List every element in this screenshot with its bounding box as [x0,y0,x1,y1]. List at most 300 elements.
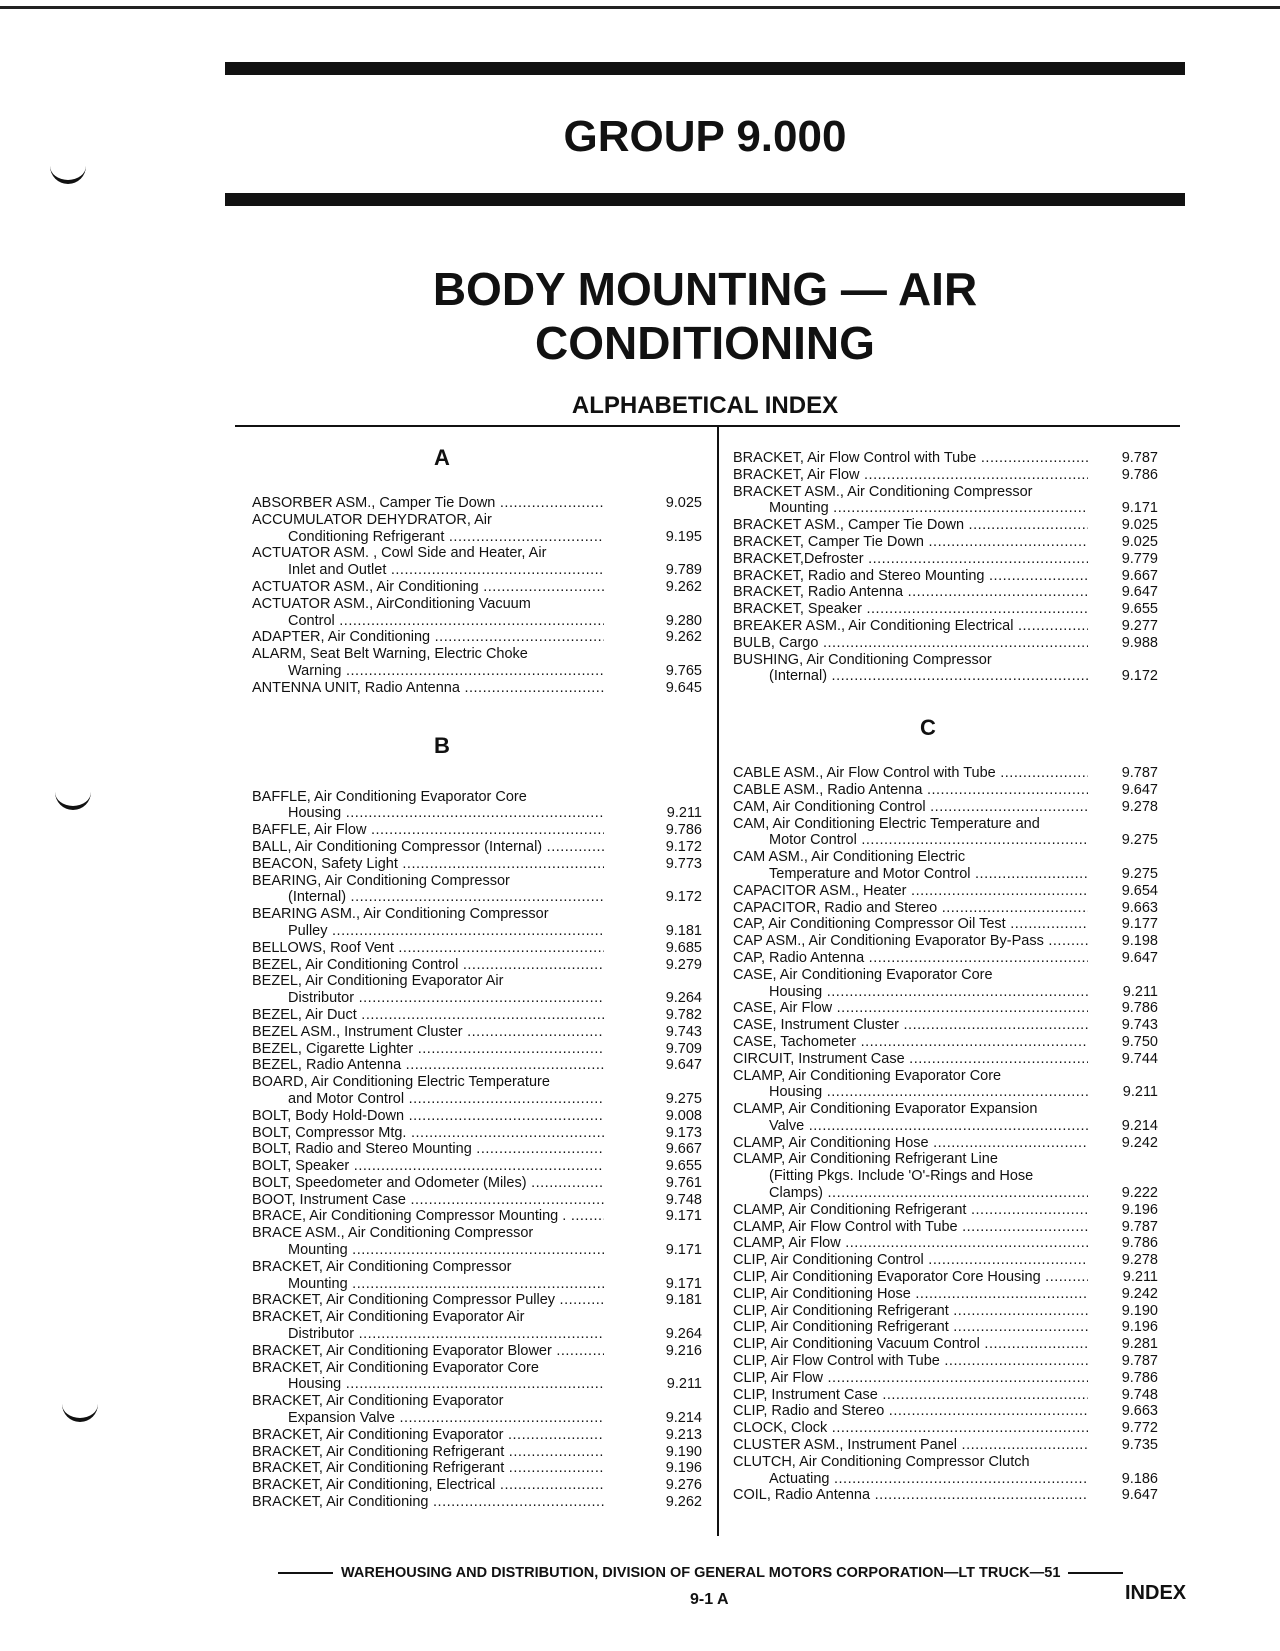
entry-text: BEARING ASM., Air Conditioning Compressor [252,906,549,923]
index-entry [733,635,1158,652]
index-entry [733,534,1158,551]
footer-dash [278,1572,333,1574]
index-entry [733,1101,1158,1118]
index-entry [733,618,1158,635]
entry-text: BRACKET, Camper Tie Down ..... [733,534,1088,551]
index-entry [252,1393,702,1410]
entry-page-ref: 9.647 [1121,781,1158,798]
entry-text: BAFFLE, Air Conditioning Evaporator Core [252,788,527,805]
entry-page-ref: 9.196 [1121,1319,1158,1336]
entry-text: CLAMP, Air Flow Control with Tube ..... [733,1219,1088,1236]
entry-page-ref: 9.278 [1121,1252,1158,1269]
index-entry [252,529,702,546]
entry-page-ref: 9.262 [665,578,702,595]
entry-page-ref: 9.647 [665,1057,702,1074]
entry-page-ref: 9.196 [1121,1201,1158,1218]
entry-page-ref: 9.198 [1121,933,1158,950]
entry-page-ref: 9.264 [665,1326,702,1343]
entry-page-ref: 9.214 [665,1410,702,1427]
entry-page-ref: 9.786 [1121,1000,1158,1017]
entry-page-ref: 9.743 [1121,1017,1158,1034]
entry-text: CLIP, Air Conditioning Evaporator Core Housing ..... [733,1269,1088,1286]
entry-text: CASE, Instrument Cluster ..... [733,1017,1088,1034]
title-line-2: CONDITIONING [535,317,875,369]
entry-text: CLAMP, Air Conditioning Refrigerant Line [733,1151,998,1168]
index-entry [252,1410,702,1427]
page-title [225,262,1185,370]
index-entry [733,1471,1158,1488]
entry-text: BRACKET, Radio and Stereo Mounting ..... [733,568,1088,585]
index-entry [733,1219,1158,1236]
index-entry [252,789,702,806]
index-entry [252,579,702,596]
entry-text: and Motor Control ..... [252,1091,604,1108]
entry-page-ref: 9.773 [665,855,702,872]
entry-text: BEZEL, Air Conditioning Evaporator Air [252,973,504,990]
index-entry [252,1376,702,1393]
entry-page-ref: 9.281 [1121,1336,1158,1353]
index-entry [733,765,1158,782]
entry-page-ref: 9.709 [665,1040,702,1057]
index-entry [733,1269,1158,1286]
entry-page-ref: 9.242 [1121,1285,1158,1302]
index-entry [252,839,702,856]
entry-text: Valve ..... [733,1118,1088,1135]
index-entry [252,1309,702,1326]
binder-hole-mark [62,1400,98,1422]
entry-page-ref: 9.667 [1121,567,1158,584]
index-entry [252,906,702,923]
index-entry [733,1319,1158,1336]
entry-text: BRACKET, Air Conditioning Evaporator Air [252,1309,525,1326]
entry-page-ref: 9.025 [1121,533,1158,550]
entry-text: BRACKET ASM., Air Conditioning Compressor [733,483,1033,500]
entry-text: ABSORBER ASM., Camper Tie Down ..... [252,495,604,512]
entry-text: BOARD, Air Conditioning Electric Temperature [252,1074,550,1091]
index-entry [252,1057,702,1074]
index-entry [252,1343,702,1360]
index-entry [252,1292,702,1309]
entry-page-ref: 9.685 [665,939,702,956]
index-entry [733,450,1158,467]
entry-text: BELLOWS, Roof Vent ..... [252,940,604,957]
entry-text: CASE, Air Conditioning Evaporator Core [733,966,993,983]
entry-text: CLIP, Air Flow Control with Tube ..... [733,1353,1088,1370]
entry-page-ref: 9.222 [1121,1185,1158,1202]
entry-page-ref: 9.988 [1121,634,1158,651]
entry-page-ref: 9.195 [665,528,702,545]
entry-text: Housing ..... [733,984,1088,1001]
entry-text: CAP ASM., Air Conditioning Evaporator By-Pass ..... [733,933,1088,950]
entry-text: BRACKET,Defroster ..... [733,551,1088,568]
entry-page-ref: 9.172 [1121,668,1158,685]
footer [270,1565,1170,1581]
entry-text: CAP, Air Conditioning Compressor Oil Test ..... [733,916,1088,933]
index-entry [733,1034,1158,1051]
entry-text: Mounting ..... [252,1276,604,1293]
index-entry [252,1242,702,1259]
index-entry [252,822,702,839]
index-entry [252,629,702,646]
index-list-b [252,789,702,1511]
index-entry [733,1168,1158,1185]
index-entry [733,1235,1158,1252]
entry-text: CLAMP, Air Conditioning Evaporator Core [733,1067,1002,1084]
entry-text: BRACKET, Air Conditioning, Electrical ..... [252,1477,604,1494]
entry-text: CLIP, Air Conditioning Control ..... [733,1252,1088,1269]
entry-text: Mounting ..... [733,500,1088,517]
index-top-rule [235,425,1180,427]
letter-heading-c: C [920,715,936,741]
entry-page-ref: 9.787 [1121,765,1158,782]
entry-text: BOLT, Body Hold-Down ..... [252,1108,604,1125]
entry-text: Conditioning Refrigerant ..... [252,529,604,546]
entry-text: Control ..... [252,613,604,630]
index-entry [252,940,702,957]
index-entry [733,984,1158,1001]
entry-text: Clamps) ..... [733,1185,1088,1202]
entry-text: BRACE, Air Conditioning Compressor Mounting . ..... [252,1208,604,1225]
entry-page-ref: 9.782 [665,1006,702,1023]
entry-text: CLUTCH, Air Conditioning Compressor Clutch [733,1453,1030,1470]
entry-text: BRACKET, Air Conditioning ..... [252,1494,604,1511]
index-entry [733,799,1158,816]
index-entry [252,680,702,697]
entry-page-ref: 9.275 [1121,832,1158,849]
index-entry [252,856,702,873]
entry-text: BRACE ASM., Air Conditioning Compressor [252,1225,534,1242]
entry-text: Pulley ..... [252,923,604,940]
index-entry [733,1303,1158,1320]
index-entry [252,973,702,990]
entry-page-ref: 9.647 [1121,949,1158,966]
entry-text: BREAKER ASM., Air Conditioning Electrical ..... [733,618,1088,635]
index-entry [733,1017,1158,1034]
entry-page-ref: 9.750 [1121,1033,1158,1050]
index-entry [252,1494,702,1511]
entry-page-ref: 9.787 [1121,1218,1158,1235]
entry-text: BRACKET, Air Conditioning Evaporator Core [252,1359,539,1376]
entry-page-ref: 9.786 [1121,1235,1158,1252]
entry-text: CLUSTER ASM., Instrument Panel ..... [733,1437,1088,1454]
entry-text: ADAPTER, Air Conditioning ..... [252,629,604,646]
entry-text: Warning ..... [252,663,604,680]
entry-text: Mounting ..... [252,1242,604,1259]
entry-page-ref: 9.171 [1121,500,1158,517]
entry-text: CAPACITOR ASM., Heater ..... [733,883,1088,900]
entry-page-ref: 9.214 [1121,1117,1158,1134]
entry-text: (Internal) ..... [252,889,604,906]
index-entry [733,883,1158,900]
index-entry [733,782,1158,799]
entry-page-ref: 9.743 [665,1023,702,1040]
group-title: GROUP 9.000 [563,112,847,161]
entry-page-ref: 9.655 [1121,601,1158,618]
entry-page-ref: 9.279 [665,956,702,973]
entry-page-ref: 9.211 [1122,1269,1158,1286]
title-line-1: BODY MOUNTING — AIR [432,263,978,315]
entry-text: CLIP, Radio and Stereo ..... [733,1403,1088,1420]
index-entry [733,668,1158,685]
entry-text: BOOT, Instrument Case ..... [252,1192,604,1209]
section-label: INDEX [1125,1582,1187,1604]
entry-text: BEZEL ASM., Instrument Cluster ..... [252,1024,604,1041]
entry-text: CLIP, Instrument Case ..... [733,1387,1088,1404]
entry-page-ref: 9.789 [665,562,702,579]
entry-text: CAM, Air Conditioning Electric Temperature and [733,815,1040,832]
index-entry [252,1276,702,1293]
index-entry [252,1108,702,1125]
entry-page-ref: 9.242 [1121,1134,1158,1151]
index-entry [733,584,1158,601]
index-entry [733,484,1158,501]
entry-text: BOLT, Speedometer and Odometer (Miles) ..... [252,1175,604,1192]
index-entry [252,1091,702,1108]
entry-text: ACCUMULATOR DEHYDRATOR, Air [252,511,492,528]
entry-page-ref: 9.190 [665,1443,702,1460]
entry-page-ref: 9.280 [665,612,702,629]
index-entry [733,1151,1158,1168]
index-entry [733,1202,1158,1219]
entry-text: BEZEL, Air Duct ..... [252,1007,604,1024]
entry-page-ref: 9.786 [665,822,702,839]
index-entry [252,1158,702,1175]
page-number: 9-1 A [690,1591,729,1608]
entry-page-ref: 9.744 [1121,1050,1158,1067]
entry-text: ACTUATOR ASM., AirConditioning Vacuum [252,595,531,612]
entry-page-ref: 9.278 [1121,798,1158,815]
index-list-c [733,765,1158,1504]
index-entry [733,1454,1158,1471]
index-entry [252,1444,702,1461]
entry-text: Distributor ..... [252,1326,604,1343]
index-list-b-continued [733,450,1158,685]
entry-page-ref: 9.177 [1121,916,1158,933]
entry-page-ref: 9.748 [665,1191,702,1208]
index-entry [733,601,1158,618]
index-entry [252,596,702,613]
entry-text: Housing ..... [252,805,604,822]
index-entry [252,512,702,529]
entry-text: CABLE ASM., Air Flow Control with Tube ..... [733,765,1088,782]
entry-text: CLAMP, Air Conditioning Evaporator Expansion [733,1101,1038,1118]
index-entry [733,467,1158,484]
entry-text: ANTENNA UNIT, Radio Antenna ..... [252,680,604,697]
entry-page-ref: 9.196 [665,1460,702,1477]
index-entry [733,1135,1158,1152]
index-entry [252,545,702,562]
index-entry [733,1286,1158,1303]
entry-page-ref: 9.663 [1121,1403,1158,1420]
index-entry [252,1024,702,1041]
mid-rule [225,193,1185,206]
entry-page-ref: 9.173 [665,1124,702,1141]
entry-text: BRACKET, Air Conditioning Evaporator [252,1393,504,1410]
index-entry [733,517,1158,534]
entry-text: BEACON, Safety Light ..... [252,856,604,873]
entry-page-ref: 9.761 [665,1174,702,1191]
entry-text: BRACKET ASM., Camper Tie Down ..... [733,517,1088,534]
index-entry [733,1185,1158,1202]
index-entry [733,1118,1158,1135]
entry-text: Housing ..... [252,1376,604,1393]
index-entry [252,1326,702,1343]
index-entry [733,950,1158,967]
entry-page-ref: 9.171 [665,1208,702,1225]
entry-text: CLAMP, Air Flow ..... [733,1235,1088,1252]
index-entry [733,967,1158,984]
entry-text: BOLT, Radio and Stereo Mounting ..... [252,1141,604,1158]
entry-text: BEZEL, Cigarette Lighter ..... [252,1041,604,1058]
entry-text: ACTUATOR ASM. , Cowl Side and Heater, Air [252,545,547,562]
entry-text: BOLT, Compressor Mtg. ..... [252,1125,604,1142]
entry-text: CIRCUIT, Instrument Case ..... [733,1051,1088,1068]
entry-text: Distributor ..... [252,990,604,1007]
index-entry [252,1007,702,1024]
index-entry [252,889,702,906]
index-entry [252,1041,702,1058]
entry-page-ref: 9.025 [1121,517,1158,534]
entry-text: Inlet and Outlet ..... [252,562,604,579]
index-entry [733,1387,1158,1404]
index-entry [733,1403,1158,1420]
right-column [733,450,1158,1504]
entry-text: BAFFLE, Air Flow ..... [252,822,604,839]
index-entry [252,663,702,680]
index-subtitle: ALPHABETICAL INDEX [571,392,839,419]
footer-dash [1068,1572,1123,1574]
index-entry [733,500,1158,517]
entry-text: BUSHING, Air Conditioning Compressor [733,651,992,668]
entry-page-ref: 9.181 [665,922,702,939]
index-entry [733,1051,1158,1068]
index-entry [733,568,1158,585]
entry-page-ref: 9.276 [665,1477,702,1494]
entry-page-ref: 9.171 [665,1242,702,1259]
entry-text: CAM ASM., Air Conditioning Electric [733,849,966,866]
footer-text: WAREHOUSING AND DISTRIBUTION, DIVISION OF GENERAL MOTORS CORPORATION—LT TRUCK—51 [341,1565,1061,1581]
entry-text: CABLE ASM., Radio Antenna ..... [733,782,1088,799]
entry-page-ref: 9.275 [665,1090,702,1107]
index-entry [733,1437,1158,1454]
entry-page-ref: 9.645 [665,679,702,696]
index-entry [252,1427,702,1444]
entry-page-ref: 9.654 [1121,882,1158,899]
entry-page-ref: 9.787 [1121,1353,1158,1370]
left-column [252,445,702,1511]
index-entry [733,866,1158,883]
entry-text: CLAMP, Air Conditioning Hose ..... [733,1135,1088,1152]
entry-text: BRACKET, Air Conditioning Evaporator Blower ..... [252,1343,604,1360]
entry-page-ref: 9.190 [1121,1302,1158,1319]
entry-page-ref: 9.264 [665,990,702,1007]
index-entry [733,849,1158,866]
index-entry [733,551,1158,568]
index-entry [733,1252,1158,1269]
index-entry [733,832,1158,849]
entry-text: CLOCK, Clock ..... [733,1420,1088,1437]
entry-page-ref: 9.172 [665,838,702,855]
index-entry [252,1208,702,1225]
index-entry [733,1353,1158,1370]
binder-hole-mark [55,788,91,810]
entry-text: BEZEL, Radio Antenna ..... [252,1057,604,1074]
entry-text: Motor Control ..... [733,832,1088,849]
index-entry [252,1125,702,1142]
index-entry [733,933,1158,950]
entry-page-ref: 9.647 [1121,584,1158,601]
entry-page-ref: 9.772 [1121,1420,1158,1437]
index-entry [252,990,702,1007]
letter-heading-a: A [434,445,450,470]
entry-text: BEARING, Air Conditioning Compressor [252,872,510,889]
index-entry [733,1370,1158,1387]
entry-text: CAPACITOR, Radio and Stereo ..... [733,900,1088,917]
entry-page-ref: 9.647 [1121,1487,1158,1504]
entry-text: BRACKET, Speaker ..... [733,601,1088,618]
entry-page-ref: 9.211 [1122,1084,1158,1101]
entry-text: BEZEL, Air Conditioning Control ..... [252,957,604,974]
entry-text: CLAMP, Air Conditioning Refrigerant ..... [733,1202,1088,1219]
entry-page-ref: 9.748 [1121,1386,1158,1403]
entry-text: BRACKET, Air Flow Control with Tube ..... [733,450,1088,467]
index-entry [733,652,1158,669]
entry-text: Expansion Valve ..... [252,1410,604,1427]
index-entry [252,1175,702,1192]
entry-text: CASE, Air Flow ..... [733,1000,1088,1017]
entry-text: BALL, Air Conditioning Compressor (Internal) ..... [252,839,604,856]
index-entry [252,805,702,822]
index-entry [733,1420,1158,1437]
entry-page-ref: 9.211 [666,1376,702,1393]
index-entry [733,916,1158,933]
entry-text: CLIP, Air Conditioning Hose ..... [733,1286,1088,1303]
entry-text: BRACKET, Radio Antenna ..... [733,584,1088,601]
entry-page-ref: 9.275 [1121,865,1158,882]
entry-text: CLIP, Air Conditioning Vacuum Control ..... [733,1336,1088,1353]
entry-text: CLIP, Air Conditioning Refrigerant ..... [733,1319,1088,1336]
entry-text: (Fitting Pkgs. Include 'O'-Rings and Hose [769,1168,1034,1185]
entry-page-ref: 9.216 [665,1342,702,1359]
entry-page-ref: 9.171 [665,1275,702,1292]
entry-text: Actuating ..... [733,1471,1088,1488]
entry-page-ref: 9.735 [1121,1437,1158,1454]
entry-page-ref: 9.025 [665,495,702,511]
index-entry [733,1000,1158,1017]
top-rule [225,62,1185,75]
entry-page-ref: 9.667 [665,1141,702,1158]
index-entry [252,495,702,512]
index-entry [252,1360,702,1377]
entry-page-ref: 9.262 [665,1494,702,1511]
index-entry [733,1068,1158,1085]
index-entry [252,562,702,579]
index-entry [252,1259,702,1276]
letter-heading-b: B [434,732,450,758]
entry-page-ref: 9.181 [665,1292,702,1309]
entry-text: BULB, Cargo ..... [733,635,1088,652]
index-entry [733,1084,1158,1101]
entry-text: CLIP, Air Conditioning Refrigerant ..... [733,1303,1088,1320]
index-entry [252,1477,702,1494]
entry-text: BRACKET, Air Conditioning Evaporator ..... [252,1427,604,1444]
entry-page-ref: 9.277 [1121,617,1158,634]
index-entry [733,1487,1158,1504]
entry-page-ref: 9.008 [665,1107,702,1124]
entry-text: Housing ..... [733,1084,1088,1101]
index-entry [252,1141,702,1158]
entry-text: CAP, Radio Antenna ..... [733,950,1088,967]
